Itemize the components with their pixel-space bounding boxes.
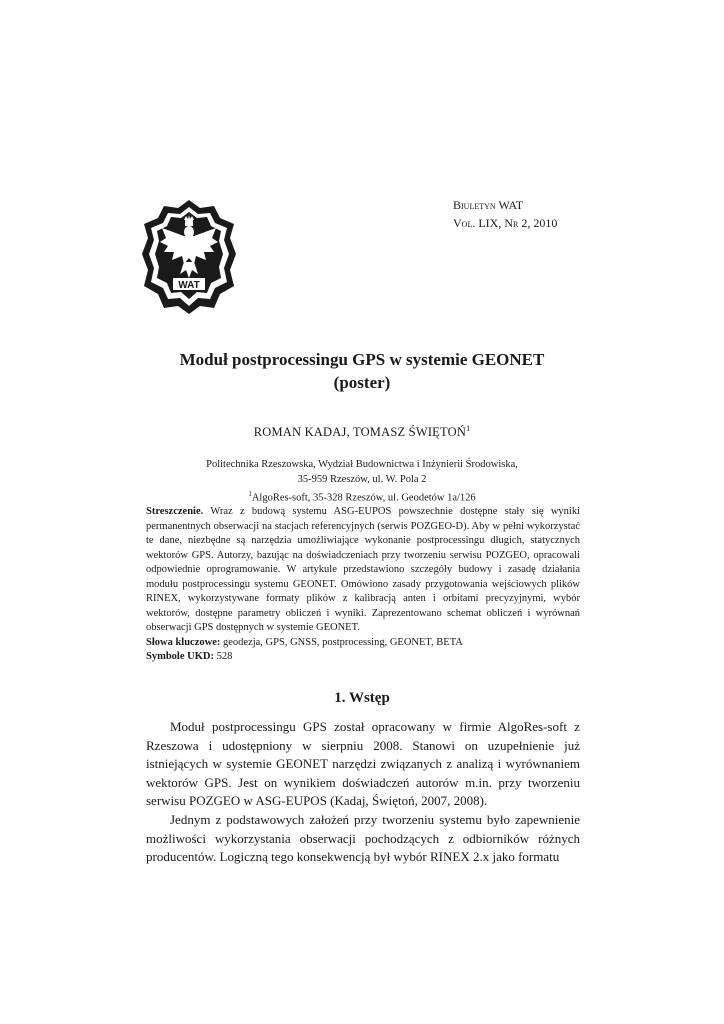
title-line-2: (poster) [333, 373, 391, 392]
abstract-block [146, 505, 580, 665]
body-text [146, 718, 580, 867]
ukd-symbols: Symbole UKD: 528 [146, 651, 233, 662]
emblem-graphic [140, 198, 238, 316]
affiliation-line-2: 35-959 Rzeszów, ul. W. Pola 2 [297, 473, 427, 485]
journal-volume: Vol. LIX, Nr 2, 2010 [453, 216, 558, 230]
title-line-1: Moduł postprocessingu GPS w systemie GEONET [179, 350, 545, 369]
paragraph: Moduł postprocessingu GPS został opracowany w firmie AlgoRes-soft z Rzeszowa i udostępniony w sierpniu 2008. Stanowi on uzupełnienie już istniejących w systemie GEONET narzędzi związanych z analizą i wyrównaniem wektorów GPS. Jest on wynikiem doświadczeń autorów m.in. przy tworzeniu serwisu POZGEO w ASG-EUPOS (Kadaj, Świętoń, 2007, 2008). [146, 719, 580, 809]
affiliations [150, 458, 574, 506]
abstract-label: Streszczenie. [146, 506, 204, 517]
ukd-label: Symbole UKD: [146, 651, 214, 662]
journal-header [453, 196, 557, 232]
keywords-label: Słowa kluczowe: [146, 636, 221, 648]
abstract-text: Streszczenie. Wraz z budową systemu ASG-EUPOS powszechnie dostępne stały się wyniki permanentnych obserwacji na stacjach referencyjnych (serwis POZGEO-D). Aby w pełni wykorzystać te dane, niezbędne są narzędzia umożliwiające wykonanie postprocessingu długich, statycznych wektorów GPS. Autorzy, bazując na doświadczeniach przy tworzeniu serwisu POZGEO, opracowali odpowiednie oprogramowanie. W artykule przedstawiono szczegóły budowy i zasadę działania modułu postprocessingu systemu GEONET. Omówiono zasady przygotowania wejściowych plików RINEX, wykorzystywane formaty plików z kalibracją anten i orbitami precyzyjnymi, wybór wektorów, dostępne parametry obliczeń i wyniki. Zaprezentowano schemat obliczeń i wyrównań obserwacji GPS dostępnych w systemie GEONET. [146, 506, 580, 633]
affiliation-line-1: Politechnika Rzeszowska, Wydział Budownictwa i Inżynierii Środowiska, [206, 459, 518, 470]
author-names: ROMAN KADAJ, TOMASZ ŚWIĘTOŃ [253, 425, 467, 440]
author-affil-marker: 1 [466, 424, 471, 433]
wat-eagle-emblem-icon [140, 198, 238, 316]
author-list [100, 424, 624, 440]
paragraph: Jednym z podstawowych założeń przy tworzeniu systemu było zapewnienie możliwości wykorzystania obserwacji pochodzących z odbiorników różnych producentów. Logiczną tego konsekwencją był wybór RINEX 2.x jako formatu [146, 811, 580, 865]
emblem-wat-text: WAT [178, 280, 200, 291]
journal-name: Biuletyn WAT [453, 198, 524, 212]
paper-title [100, 348, 624, 394]
keywords: Słowa kluczowe: geodezja, GPS, GNSS, postprocessing, GEONET, BETA [146, 636, 463, 648]
section-heading: 1. Wstęp [334, 690, 390, 706]
affiliation-line-3: $^1$AlgoRes-soft, 35-328 Rzeszów, ul. Geodetów 1a/126 [248, 490, 476, 504]
